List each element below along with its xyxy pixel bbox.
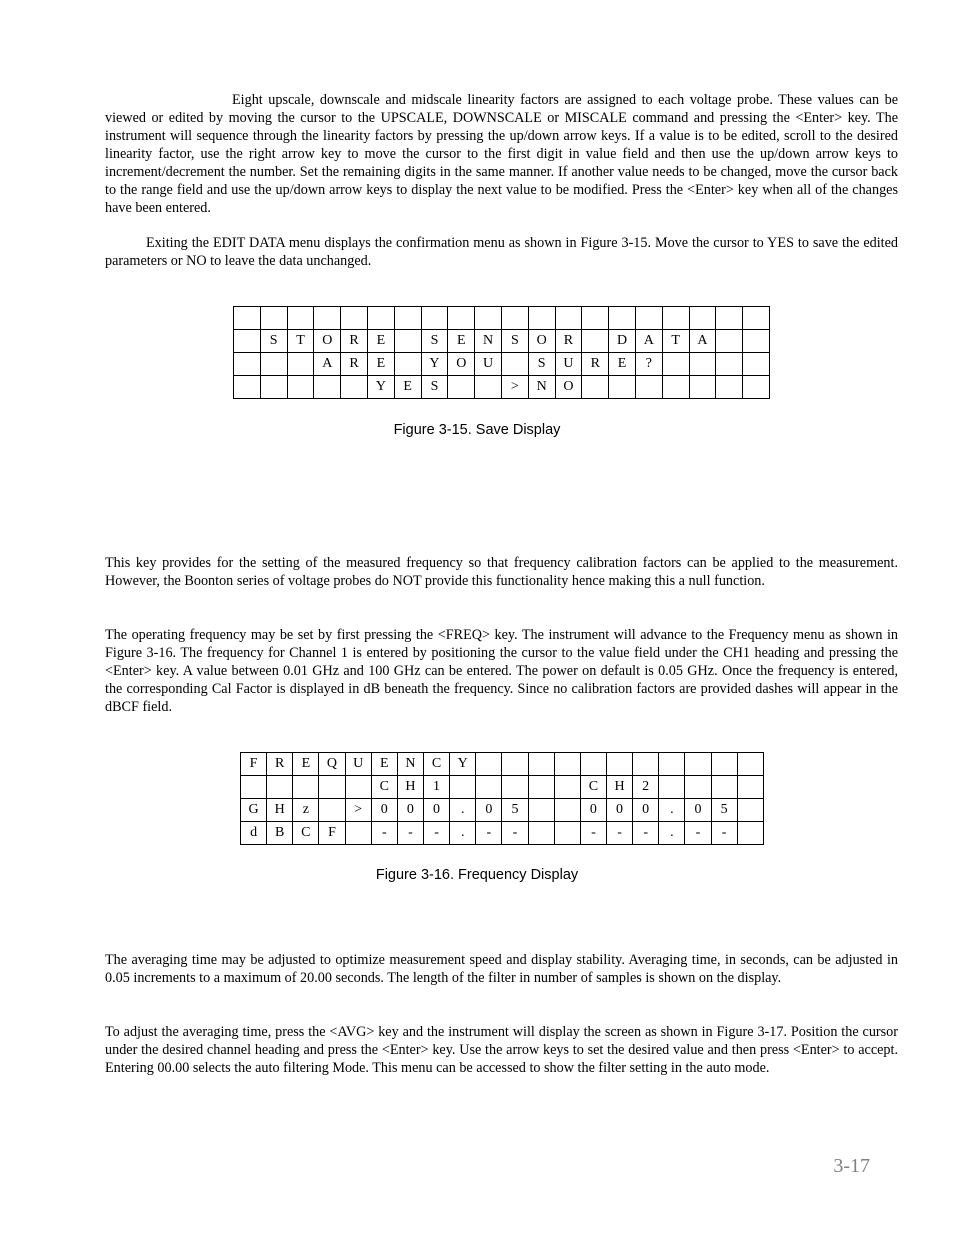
grid-cell bbox=[582, 307, 609, 330]
grid-cell bbox=[367, 307, 394, 330]
grid-cell bbox=[582, 330, 609, 353]
grid-cell: S bbox=[421, 376, 448, 399]
grid-cell bbox=[635, 376, 662, 399]
grid-cell bbox=[743, 376, 770, 399]
grid-cell bbox=[287, 376, 314, 399]
grid-cell bbox=[711, 753, 737, 776]
grid-cell bbox=[554, 776, 580, 799]
grid-cell bbox=[689, 353, 716, 376]
grid-cell: D bbox=[609, 330, 636, 353]
grid-cell: Q bbox=[319, 753, 345, 776]
grid-cell bbox=[287, 307, 314, 330]
grid-cell: d bbox=[241, 822, 267, 845]
grid-cell: R bbox=[341, 353, 368, 376]
grid-cell: A bbox=[689, 330, 716, 353]
grid-cell: E bbox=[394, 376, 421, 399]
grid-cell bbox=[737, 799, 763, 822]
grid-cell bbox=[737, 776, 763, 799]
grid-cell bbox=[341, 307, 368, 330]
grid-cell: S bbox=[421, 330, 448, 353]
grid-cell bbox=[314, 307, 341, 330]
exit-edit-data-paragraph bbox=[105, 234, 898, 270]
grid-cell bbox=[689, 307, 716, 330]
grid-cell bbox=[554, 753, 580, 776]
grid-cell: E bbox=[609, 353, 636, 376]
grid-cell bbox=[475, 376, 502, 399]
grid-cell bbox=[287, 353, 314, 376]
grid-cell bbox=[737, 753, 763, 776]
grid-cell: 0 bbox=[685, 799, 711, 822]
grid-cell bbox=[580, 753, 606, 776]
grid-cell bbox=[659, 776, 685, 799]
grid-cell: N bbox=[475, 330, 502, 353]
grid-cell bbox=[476, 776, 502, 799]
grid-row bbox=[234, 307, 770, 330]
grid-cell bbox=[502, 776, 528, 799]
grid-cell: R bbox=[555, 330, 582, 353]
grid-cell bbox=[609, 376, 636, 399]
grid-cell: U bbox=[475, 353, 502, 376]
grid-cell: . bbox=[450, 822, 476, 845]
grid-cell bbox=[260, 353, 287, 376]
linearity-factors-paragraph bbox=[105, 91, 898, 217]
grid-cell: A bbox=[314, 353, 341, 376]
grid-cell: T bbox=[287, 330, 314, 353]
grid-cell bbox=[319, 776, 345, 799]
grid-cell: - bbox=[423, 822, 449, 845]
figure-3-16-caption: Figure 3-16. Frequency Display bbox=[375, 867, 579, 883]
grid-cell bbox=[267, 776, 293, 799]
linearity-factors-text: Eight upscale, downscale and midscale linearity factors are assigned to each voltage probe. These values can be viewed or edited by moving the cursor to the UPSCALE, DOWNSCALE or MISCALE command and pressing the <Enter> key. The instrument will sequence through the linearity factors by pressing the up/down arrow keys. If a value is to be edited, scroll to the desired linearity factor, use the right arrow key to move the cursor to the first digit in value field and then use the up/down arrow keys to increment/decrement the number. Set the remaining digits in the same manner. If another value needs to be changed, move the cursor back to the range field and use the up/down arrow keys to display the next value to be modified. Press the <Enter> key when all of the changes have been entered. bbox=[105, 92, 898, 216]
grid-cell: 5 bbox=[502, 799, 528, 822]
grid-cell bbox=[394, 307, 421, 330]
grid-cell bbox=[234, 330, 261, 353]
grid-cell: U bbox=[345, 753, 371, 776]
grid-cell: B bbox=[267, 822, 293, 845]
grid-cell: R bbox=[582, 353, 609, 376]
grid-cell: 0 bbox=[423, 799, 449, 822]
grid-cell: C bbox=[293, 822, 319, 845]
grid-cell bbox=[241, 776, 267, 799]
grid-cell: C bbox=[580, 776, 606, 799]
grid-cell: ? bbox=[635, 353, 662, 376]
grid-cell bbox=[555, 307, 582, 330]
grid-cell: 1 bbox=[423, 776, 449, 799]
grid-cell: . bbox=[659, 799, 685, 822]
grid-cell: . bbox=[450, 799, 476, 822]
grid-cell: E bbox=[371, 753, 397, 776]
grid-cell bbox=[293, 776, 319, 799]
grid-cell bbox=[448, 376, 475, 399]
grid-cell bbox=[421, 307, 448, 330]
grid-cell bbox=[743, 353, 770, 376]
grid-cell: . bbox=[659, 822, 685, 845]
grid-cell bbox=[314, 376, 341, 399]
frequency-display-grid bbox=[240, 752, 764, 845]
grid-cell bbox=[743, 307, 770, 330]
grid-cell bbox=[659, 753, 685, 776]
grid-cell: - bbox=[711, 822, 737, 845]
grid-cell bbox=[528, 822, 554, 845]
grid-cell: S bbox=[260, 330, 287, 353]
page-number: 3-17 bbox=[833, 1155, 870, 1177]
grid-cell bbox=[234, 376, 261, 399]
grid-cell: C bbox=[371, 776, 397, 799]
grid-cell: E bbox=[367, 330, 394, 353]
grid-cell: F bbox=[319, 822, 345, 845]
grid-cell: C bbox=[423, 753, 449, 776]
grid-cell: Y bbox=[450, 753, 476, 776]
grid-cell bbox=[554, 799, 580, 822]
grid-cell bbox=[319, 799, 345, 822]
adjust-averaging-paragraph: To adjust the averaging time, press the <AVG> key and the instrument will display the screen as shown in Figure 3-17. Position the cursor under the desired channel heading and press the <Enter> key. Use the arrow keys to set the desired value and then press <Enter> to accept. Entering 00.00 selects the auto filtering Mode. This menu can be accessed to show the filter setting in the auto mode. bbox=[105, 1024, 898, 1076]
grid-row bbox=[234, 376, 770, 399]
grid-cell bbox=[341, 376, 368, 399]
grid-cell: > bbox=[501, 376, 528, 399]
grid-cell: 0 bbox=[580, 799, 606, 822]
grid-cell: R bbox=[341, 330, 368, 353]
grid-cell: H bbox=[397, 776, 423, 799]
figure-3-15-caption: Figure 3-15. Save Display bbox=[393, 422, 561, 438]
grid-cell: 0 bbox=[606, 799, 632, 822]
grid-cell: 0 bbox=[397, 799, 423, 822]
grid-cell bbox=[260, 376, 287, 399]
grid-cell: R bbox=[267, 753, 293, 776]
grid-cell: - bbox=[633, 822, 659, 845]
grid-cell: O bbox=[528, 330, 555, 353]
grid-cell bbox=[711, 776, 737, 799]
grid-cell: - bbox=[580, 822, 606, 845]
grid-cell bbox=[448, 307, 475, 330]
grid-cell: U bbox=[555, 353, 582, 376]
grid-cell: O bbox=[448, 353, 475, 376]
grid-cell bbox=[475, 307, 502, 330]
grid-cell: 2 bbox=[633, 776, 659, 799]
grid-row bbox=[241, 776, 764, 799]
grid-cell: Y bbox=[367, 376, 394, 399]
grid-cell bbox=[234, 353, 261, 376]
grid-cell: z bbox=[293, 799, 319, 822]
grid-cell bbox=[394, 353, 421, 376]
grid-cell bbox=[501, 307, 528, 330]
grid-cell: 5 bbox=[711, 799, 737, 822]
grid-cell: O bbox=[555, 376, 582, 399]
grid-cell bbox=[502, 753, 528, 776]
grid-cell: 0 bbox=[476, 799, 502, 822]
grid-cell: F bbox=[241, 753, 267, 776]
grid-cell: 0 bbox=[371, 799, 397, 822]
exit-edit-data-text: Exiting the EDIT DATA menu displays the confirmation menu as shown in Figure 3-15. Move the cursor to YES to save the edited parameters or NO to leave the data unchanged. bbox=[105, 235, 898, 269]
grid-cell bbox=[662, 376, 689, 399]
grid-cell: E bbox=[448, 330, 475, 353]
grid-cell: A bbox=[635, 330, 662, 353]
grid-cell: - bbox=[685, 822, 711, 845]
grid-cell: - bbox=[476, 822, 502, 845]
grid-cell: H bbox=[267, 799, 293, 822]
grid-cell: - bbox=[502, 822, 528, 845]
freq-key-paragraph: This key provides for the setting of the measured frequency so that frequency calibration factors can be applied to the measurement. However, the Boonton series of voltage probes do NOT provide this functionality hence making this a null function. bbox=[105, 555, 898, 589]
grid-cell: N bbox=[528, 376, 555, 399]
grid-cell bbox=[635, 307, 662, 330]
grid-cell: T bbox=[662, 330, 689, 353]
grid-row bbox=[241, 799, 764, 822]
grid-cell bbox=[260, 307, 287, 330]
grid-row bbox=[241, 753, 764, 776]
grid-cell: Y bbox=[421, 353, 448, 376]
grid-cell: E bbox=[293, 753, 319, 776]
grid-cell bbox=[234, 307, 261, 330]
grid-cell: > bbox=[345, 799, 371, 822]
grid-cell bbox=[345, 776, 371, 799]
grid-cell: - bbox=[606, 822, 632, 845]
grid-cell: H bbox=[606, 776, 632, 799]
grid-cell: S bbox=[528, 353, 555, 376]
grid-cell bbox=[662, 353, 689, 376]
grid-cell bbox=[633, 753, 659, 776]
grid-cell bbox=[450, 776, 476, 799]
grid-cell bbox=[394, 330, 421, 353]
grid-cell bbox=[476, 753, 502, 776]
grid-cell bbox=[716, 330, 743, 353]
grid-cell bbox=[609, 307, 636, 330]
grid-row bbox=[241, 822, 764, 845]
grid-cell bbox=[685, 776, 711, 799]
grid-cell: O bbox=[314, 330, 341, 353]
grid-cell bbox=[685, 753, 711, 776]
grid-cell: - bbox=[397, 822, 423, 845]
grid-cell bbox=[716, 376, 743, 399]
grid-cell bbox=[528, 307, 555, 330]
save-display-grid bbox=[233, 306, 770, 399]
grid-cell bbox=[528, 776, 554, 799]
grid-cell bbox=[606, 753, 632, 776]
grid-cell bbox=[528, 753, 554, 776]
grid-cell bbox=[554, 822, 580, 845]
grid-cell: E bbox=[367, 353, 394, 376]
grid-cell bbox=[345, 822, 371, 845]
grid-cell: - bbox=[371, 822, 397, 845]
grid-cell bbox=[501, 353, 528, 376]
grid-cell bbox=[582, 376, 609, 399]
grid-cell bbox=[528, 799, 554, 822]
grid-row bbox=[234, 330, 770, 353]
grid-cell: 0 bbox=[633, 799, 659, 822]
grid-cell bbox=[662, 307, 689, 330]
grid-cell: S bbox=[501, 330, 528, 353]
grid-cell bbox=[716, 307, 743, 330]
grid-cell bbox=[716, 353, 743, 376]
grid-row bbox=[234, 353, 770, 376]
averaging-time-paragraph: The averaging time may be adjusted to optimize measurement speed and display stability. Averaging time, in seconds, can be adjusted in 0.05 increments to a maximum of 20.00 seconds. The length of the filter in number of samples is shown on the display. bbox=[105, 952, 898, 986]
grid-cell bbox=[689, 376, 716, 399]
grid-cell bbox=[737, 822, 763, 845]
grid-cell: N bbox=[397, 753, 423, 776]
grid-cell bbox=[743, 330, 770, 353]
operating-frequency-paragraph: The operating frequency may be set by first pressing the <FREQ> key. The instrument will advance to the Frequency menu as shown in Figure 3-16. The frequency for Channel 1 is entered by positioning the cursor to the value field under the CH1 heading and pressing the <Enter> key. A value between 0.01 GHz and 100 GHz can be entered. The power on default is 0.05 GHz. Once the frequency is entered, the corresponding Cal Factor is displayed in dB beneath the frequency. Since no calibration factors are provided dashes will appear in the dBCF field. bbox=[105, 627, 898, 715]
grid-cell: G bbox=[241, 799, 267, 822]
